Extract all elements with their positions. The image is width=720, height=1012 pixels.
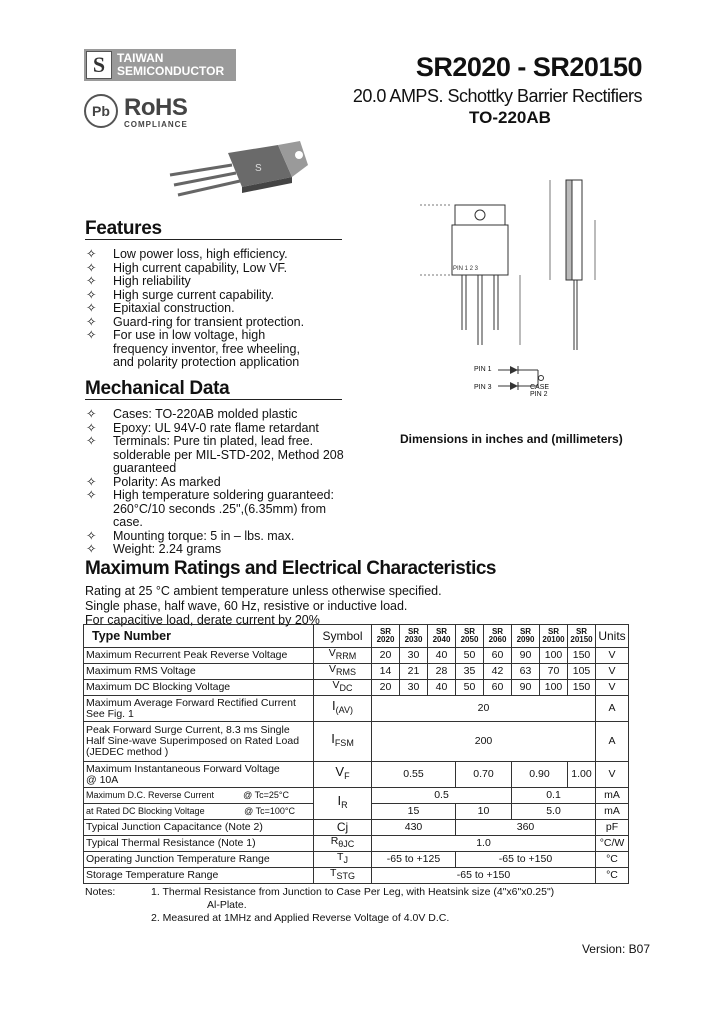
- list-item: ✧ Polarity: As marked: [86, 474, 221, 489]
- symbol-main: I: [331, 731, 335, 747]
- table-cell: 50: [456, 680, 484, 696]
- note-line: 2. Measured at 1MHz and Applied Reverse Voltage of 4.0V D.C.: [151, 912, 450, 924]
- table-cell: 40: [428, 680, 456, 696]
- company-name-line1: TAIWAN: [117, 51, 164, 65]
- symbol-main: V: [328, 647, 336, 660]
- table-cell: 0.55: [372, 762, 456, 788]
- rating-line: Single phase, half wave, 60 Hz, resistive or inductive load.: [85, 598, 408, 613]
- header-part: [428, 625, 456, 648]
- notes-label: Notes:: [85, 886, 116, 898]
- list-item: ✧ Cases: TO-220AB molded plastic: [86, 407, 298, 421]
- feature-text: For use in low voltage, high frequency inventor, free wheeling, and polarity protection application: [113, 328, 300, 369]
- table-row: [84, 722, 629, 762]
- header-type: Type Number: [84, 625, 314, 648]
- row-unit: mA: [596, 788, 629, 804]
- row-symbol: [314, 696, 372, 722]
- table-cell: -65 to +150: [456, 852, 596, 868]
- table-row: [84, 680, 629, 696]
- row-label: [84, 804, 314, 820]
- list-item: ✧ Mounting torque: 5 in – lbs. max.: [86, 528, 295, 543]
- feature-text: High current capability, Low VF.: [113, 260, 288, 275]
- list-item: ✧ High current capability, Low VF.: [86, 260, 288, 275]
- front-tab: [455, 205, 505, 225]
- table-row: [84, 762, 629, 788]
- table-row: [84, 648, 629, 664]
- case-node: [539, 376, 544, 381]
- row-label-line: Half Sine-wave Superimposed on Rated Load: [86, 735, 300, 747]
- table-cell: 42: [484, 664, 512, 680]
- row-label-line: @ 10A: [86, 773, 119, 786]
- symbol-sub: J: [343, 855, 348, 866]
- features-list: [86, 248, 346, 370]
- symbol-main: V: [335, 764, 345, 780]
- table-cell: 150: [568, 648, 596, 664]
- feature-text: Guard-ring for transient protection.: [113, 314, 305, 329]
- page-title: SR2020 - SR20150: [415, 52, 642, 82]
- table-cell: 100: [540, 680, 568, 696]
- row-label: Typical Junction Capacitance (Note 2): [84, 820, 314, 836]
- feature-text: High surge current capability.: [113, 287, 274, 302]
- table-cell: 60: [484, 680, 512, 696]
- row-symbol: [314, 788, 372, 820]
- row-symbol: [314, 836, 372, 852]
- header-part: [372, 625, 400, 648]
- row-symbol: Cj: [314, 820, 372, 836]
- row-unit: mA: [596, 804, 629, 820]
- diode-1: [510, 366, 518, 374]
- table-cell: 5.0: [512, 804, 596, 820]
- mech-text: Weight: 2.24 grams: [113, 542, 222, 556]
- table-row: [84, 852, 629, 868]
- package-photo: [160, 135, 310, 205]
- row-unit: V: [596, 762, 629, 788]
- lead-free-badge: Pb: [84, 94, 118, 128]
- package-lead-1: [170, 165, 232, 175]
- part-number: 2030: [404, 635, 423, 644]
- table-cell: 1.0: [372, 836, 596, 852]
- feature-text: Low power loss, high efficiency.: [113, 247, 288, 261]
- table-cell: 50: [456, 648, 484, 664]
- ratings-table: [83, 624, 629, 884]
- table-cell: 20: [372, 696, 596, 722]
- pin3-label: PIN 3: [474, 384, 492, 391]
- table-row: [84, 664, 629, 680]
- row-symbol: [314, 648, 372, 664]
- feature-text: High reliability: [113, 274, 191, 288]
- row-unit: V: [596, 680, 629, 696]
- header-units: Units: [596, 625, 629, 648]
- header-part: [484, 625, 512, 648]
- symbol-main: I: [332, 698, 336, 714]
- header-part: [568, 625, 596, 648]
- row-unit: °C/W: [596, 836, 629, 852]
- table-cell: 0.5: [372, 788, 512, 804]
- rating-line: Rating at 25 °C ambient temperature unless otherwise specified.: [85, 584, 442, 598]
- symbol-main: T: [337, 851, 344, 864]
- row-condition: @ Tc=100°C: [244, 806, 295, 816]
- table-cell: 30: [400, 680, 428, 696]
- part-number: 2090: [516, 635, 535, 644]
- pin2-label: PIN 2: [530, 391, 548, 398]
- header-part: [456, 625, 484, 648]
- symbol-main: I: [337, 793, 342, 809]
- symbol-sub: (AV): [335, 705, 353, 716]
- list-item: ✧ For use in low voltage, high frequency inventor, free wheeling, and polarity protection application: [86, 328, 300, 369]
- package-hole: [295, 151, 303, 159]
- part-number: 2050: [460, 635, 479, 644]
- row-label: Operating Junction Temperature Range: [84, 852, 314, 868]
- row-unit: A: [596, 696, 629, 722]
- table-cell: 21: [400, 664, 428, 680]
- row-label: [84, 788, 314, 804]
- row-unit: A: [596, 722, 629, 762]
- symbol-sub: FSM: [334, 738, 354, 749]
- features-divider: [85, 239, 342, 240]
- company-name-line2: SEMICONDUCTOR: [117, 64, 225, 78]
- table-cell: 150: [568, 680, 596, 696]
- note-line: Al-Plate.: [207, 899, 247, 911]
- row-label: Maximum RMS Voltage: [84, 664, 314, 680]
- row-symbol: [314, 664, 372, 680]
- table-cell: -65 to +150: [372, 868, 596, 884]
- row-symbol: [314, 852, 372, 868]
- table-cell: 100: [540, 648, 568, 664]
- table-cell: 0.1: [512, 788, 596, 804]
- package-type: TO-220AB: [469, 108, 551, 127]
- row-symbol: [314, 680, 372, 696]
- table-cell: 70: [540, 664, 568, 680]
- table-row: [84, 836, 629, 852]
- part-prefix: SR: [575, 627, 588, 636]
- row-label-line: Peak Forward Surge Current, 8.3 ms Single: [86, 724, 290, 736]
- symbol-sub: RMS: [336, 667, 356, 678]
- header-part: [400, 625, 428, 648]
- table-cell: 10: [456, 804, 512, 820]
- row-label-line: (JEDEC method ): [86, 746, 169, 758]
- row-condition: @ Tc=25°C: [243, 790, 289, 800]
- table-cell: 30: [400, 648, 428, 664]
- table-cell: 40: [428, 648, 456, 664]
- row-label: Storage Temperature Range: [84, 868, 314, 884]
- row-label: Maximum Recurrent Peak Reverse Voltage: [84, 648, 314, 664]
- version-label: Version: B07: [581, 942, 650, 956]
- row-label-line: Maximum Average Forward Rectified Current: [86, 696, 296, 709]
- table-cell: -65 to +125: [372, 852, 456, 868]
- list-item: ✧ Low power loss, high efficiency.: [86, 247, 288, 261]
- page-subtitle: 20.0 AMPS. Schottky Barrier Rectifiers: [352, 86, 642, 106]
- table-cell: 60: [484, 648, 512, 664]
- mech-text: Cases: TO-220AB molded plastic: [113, 407, 298, 421]
- table-row: [84, 868, 629, 884]
- rating-line: For capacitive load, derate current by 20%: [85, 613, 320, 627]
- feature-text: Epitaxial construction.: [113, 301, 235, 315]
- table-cell: 360: [456, 820, 596, 836]
- row-label-text: at Rated DC Blocking Voltage: [86, 806, 205, 816]
- mechanical-list: [86, 408, 354, 557]
- row-symbol: [314, 722, 372, 762]
- part-prefix: SR: [379, 627, 392, 636]
- row-unit: °C: [596, 852, 629, 868]
- table-row: [84, 696, 629, 722]
- header-part: [540, 625, 568, 648]
- row-label-text: Maximum D.C. Reverse Current: [86, 790, 215, 800]
- part-prefix: SR: [407, 627, 420, 636]
- mechanical-heading: Mechanical Data: [85, 378, 230, 399]
- row-label: [84, 722, 314, 762]
- mech-text: Terminals: Pure tin plated, lead free. solderable per MIL-STD-202, Method 208 guaranteed: [113, 434, 344, 475]
- front-hole: [475, 210, 485, 220]
- rohs-label: RoHS: [124, 94, 188, 121]
- table-cell: 15: [372, 804, 456, 820]
- list-item: ✧ Terminals: Pure tin plated, lead free. solderable per MIL-STD-202, Method 208 guaranteed: [86, 434, 344, 475]
- part-prefix: SR: [463, 627, 476, 636]
- diode-2: [510, 382, 518, 390]
- symbol-main: V: [332, 679, 340, 692]
- mech-text: High temperature soldering guaranteed: 260°C/10 seconds .25",(6.35mm) from case.: [113, 488, 334, 529]
- symbol-main: T: [330, 867, 337, 880]
- dimension-caption: Dimensions in inches and (millimeters): [400, 432, 623, 446]
- row-label: [84, 762, 314, 788]
- part-number: 2020: [376, 635, 395, 644]
- table-cell: 14: [372, 664, 400, 680]
- table-cell: 90: [512, 680, 540, 696]
- table-cell: 200: [372, 722, 596, 762]
- pin-numbers: PIN 1 2 3: [453, 266, 479, 272]
- header-symbol: Symbol: [314, 625, 372, 648]
- symbol-sub: F: [344, 771, 350, 782]
- notes-section: [85, 886, 554, 925]
- table-cell: 28: [428, 664, 456, 680]
- list-item: ✧ Weight: 2.24 grams: [86, 542, 222, 556]
- table-row: [84, 820, 629, 836]
- header-part: [512, 625, 540, 648]
- part-prefix: SR: [435, 627, 448, 636]
- part-number: 2060: [488, 635, 507, 644]
- table-cell: 63: [512, 664, 540, 680]
- table-cell: 0.70: [456, 762, 512, 788]
- table-cell: 430: [372, 820, 456, 836]
- part-number: 20150: [570, 635, 593, 644]
- row-label-line: See Fig. 1: [86, 707, 134, 720]
- row-unit: V: [596, 664, 629, 680]
- table-cell: 90: [512, 648, 540, 664]
- table-cell: 0.90: [512, 762, 568, 788]
- table-cell: 1.00: [568, 762, 596, 788]
- symbol-sub: STG: [336, 871, 355, 882]
- list-item: ✧ Epoxy: UL 94V-0 rate flame retardant: [86, 420, 319, 435]
- table-row: [84, 788, 629, 804]
- symbol-sub: R: [341, 800, 348, 811]
- symbol-sub: θJC: [338, 839, 355, 850]
- symbol-main: V: [328, 663, 336, 676]
- table-cell: 35: [456, 664, 484, 680]
- table-cell: 20: [372, 648, 400, 664]
- list-item: ✧ High reliability: [86, 274, 191, 288]
- table-cell: 20: [372, 680, 400, 696]
- row-unit: V: [596, 648, 629, 664]
- row-unit: pF: [596, 820, 629, 836]
- mech-text: Mounting torque: 5 in – lbs. max.: [113, 528, 295, 543]
- case-label: CASE: [530, 384, 550, 391]
- pin1-label: PIN 1: [474, 366, 492, 373]
- table-cell: 105: [568, 664, 596, 680]
- symbol-sub: RRM: [335, 651, 357, 662]
- list-item: ✧ High temperature soldering guaranteed: 260°C/10 seconds .25",(6.35mm) from case.: [86, 488, 334, 529]
- part-number: 2040: [432, 635, 451, 644]
- part-number: 20100: [542, 635, 565, 644]
- list-item: ✧ Guard-ring for transient protection.: [86, 314, 305, 329]
- note-1: 1. Thermal Resistance from Junction to Case Per Leg, with Heatsink size (4"x6"x0.25"): [151, 886, 555, 898]
- part-prefix: SR: [491, 627, 504, 636]
- rohs-compliance-label: COMPLIANCE: [124, 120, 188, 129]
- mech-text: Epoxy: UL 94V-0 rate flame retardant: [113, 420, 319, 435]
- list-item: ✧ High surge current capability.: [86, 287, 274, 302]
- row-label: [84, 696, 314, 722]
- part-prefix: SR: [519, 627, 532, 636]
- part-prefix: SR: [547, 627, 560, 636]
- package-logo: S: [255, 163, 262, 174]
- list-item: ✧ Epitaxial construction.: [86, 301, 235, 315]
- mech-text: Polarity: As marked: [113, 474, 221, 489]
- row-symbol: [314, 762, 372, 788]
- ratings-heading: Maximum Ratings and Electrical Characteristics: [85, 558, 496, 579]
- symbol-main: R: [330, 835, 339, 848]
- row-label: Maximum DC Blocking Voltage: [84, 680, 314, 696]
- row-unit: °C: [596, 868, 629, 884]
- mechanical-divider: [85, 399, 342, 400]
- row-symbol: [314, 868, 372, 884]
- company-logo-icon: S: [86, 51, 112, 79]
- row-label: Typical Thermal Resistance (Note 1): [84, 836, 314, 852]
- table-header-row: [84, 625, 629, 648]
- row-label-line: Maximum Instantaneous Forward Voltage: [86, 762, 280, 775]
- features-heading: Features: [85, 218, 162, 239]
- symbol-sub: DC: [339, 683, 353, 694]
- note-line: [85, 886, 554, 899]
- case-pin-label: [530, 384, 549, 398]
- ratings-conditions: [85, 584, 442, 628]
- side-tab: [566, 180, 572, 280]
